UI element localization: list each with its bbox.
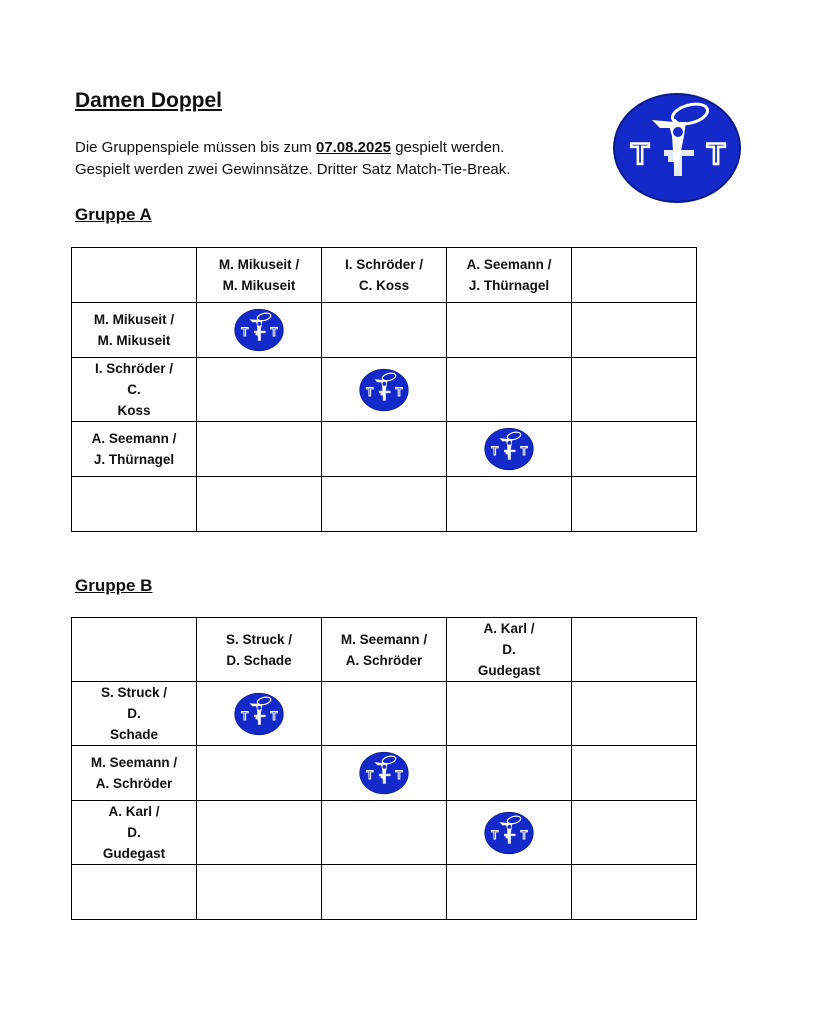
- score-cell[interactable]: [197, 746, 322, 801]
- score-cell[interactable]: [322, 682, 447, 746]
- empty-cell: [447, 865, 572, 920]
- empty-cell: [572, 801, 697, 865]
- team-name-line: J. Thürnagel: [468, 278, 550, 293]
- corner-cell: [72, 618, 197, 682]
- team-name-part: I. Schröder /: [94, 361, 174, 376]
- tgt-logo-icon: [484, 427, 534, 471]
- table-row: [72, 801, 697, 865]
- tgt-logo-icon: [612, 92, 742, 204]
- empty-cell: [322, 477, 447, 532]
- team-name-line: A. Schröder: [95, 776, 173, 791]
- team-name-line: [447, 618, 571, 660]
- empty-cell: [572, 618, 697, 682]
- group-b-table: [71, 617, 697, 920]
- intro-text: [75, 137, 510, 181]
- team-name-line: D. Schade: [226, 652, 292, 668]
- team-name-line: J. Thürnagel: [93, 452, 175, 467]
- team-name-line: [72, 801, 196, 843]
- column-header: [447, 248, 572, 303]
- empty-cell: [572, 682, 697, 746]
- score-cell[interactable]: [322, 422, 447, 477]
- empty-cell: [197, 477, 322, 532]
- team-name-line: M. Mikuseit: [97, 333, 171, 348]
- row-header: [72, 801, 197, 865]
- team-name-line: M. Seemann /: [90, 755, 178, 770]
- empty-cell: [572, 865, 697, 920]
- tgt-logo-icon: [234, 308, 284, 352]
- empty-cell: [447, 477, 572, 532]
- row-header: [72, 682, 197, 746]
- team-name-line: C. Koss: [358, 278, 410, 293]
- team-name-line: M. Seemann /: [340, 631, 428, 647]
- team-name-line: M. Mikuseit /: [218, 257, 300, 272]
- self-match-cell: [197, 303, 322, 358]
- intro-line-2: Gespielt werden zwei Gewinnsätze. Dritter Satz Match-Tie-Break.: [75, 161, 511, 178]
- empty-cell: [197, 865, 322, 920]
- tgt-logo-icon: [234, 692, 284, 736]
- corner-cell: [72, 248, 197, 303]
- score-cell[interactable]: [447, 746, 572, 801]
- group-a-title: Gruppe A: [75, 205, 152, 224]
- team-name-part: D.: [127, 706, 141, 721]
- table-header-row: [72, 618, 697, 682]
- page-title: Damen Doppel: [75, 89, 223, 112]
- team-name-part: D.: [502, 642, 516, 657]
- tgt-logo-icon: [359, 368, 409, 412]
- tgt-logo-icon: [359, 751, 409, 795]
- team-name-line: A. Seemann /: [466, 257, 552, 272]
- self-match-cell: [197, 682, 322, 746]
- empty-cell: [572, 303, 697, 358]
- table-row: [72, 422, 697, 477]
- row-header: [72, 358, 197, 422]
- team-name-line: I. Schröder /: [344, 257, 424, 272]
- self-match-cell: [322, 358, 447, 422]
- score-cell[interactable]: [447, 358, 572, 422]
- column-header: [197, 248, 322, 303]
- column-header: [197, 618, 322, 682]
- team-name-line: Gudegast: [477, 663, 541, 678]
- column-header: [322, 248, 447, 303]
- group-a-table: [71, 247, 697, 532]
- team-name-line: [72, 682, 196, 724]
- table-row: [72, 303, 697, 358]
- team-name-line: M. Mikuseit /: [93, 312, 175, 327]
- score-cell[interactable]: [197, 358, 322, 422]
- empty-cell: [72, 477, 197, 532]
- team-name-line: M. Mikuseit: [222, 278, 296, 293]
- row-header: [72, 746, 197, 801]
- column-header: [447, 618, 572, 682]
- team-name-line: Schade: [109, 727, 159, 742]
- intro-line-1: [75, 137, 510, 159]
- score-cell[interactable]: [197, 422, 322, 477]
- team-name-part: S. Struck /: [100, 685, 168, 700]
- team-name-part: D.: [127, 825, 141, 840]
- team-name-part: C.: [127, 382, 141, 397]
- score-cell[interactable]: [447, 303, 572, 358]
- table-row: [72, 477, 697, 532]
- table-row: [72, 358, 697, 422]
- empty-cell: [72, 865, 197, 920]
- table-row: [72, 682, 697, 746]
- team-name-part: A. Karl /: [108, 804, 160, 819]
- score-cell[interactable]: [322, 303, 447, 358]
- intro-line-1-post: gespielt werden.: [391, 139, 505, 156]
- column-header: [322, 618, 447, 682]
- group-b-title: Gruppe B: [75, 576, 153, 595]
- empty-cell: [572, 422, 697, 477]
- team-name-line: [72, 358, 196, 400]
- row-header: [72, 422, 197, 477]
- score-cell[interactable]: [447, 682, 572, 746]
- team-name-line: A. Seemann /: [91, 431, 177, 446]
- tgt-logo-icon: [484, 811, 534, 855]
- table-header-row: [72, 248, 697, 303]
- team-name-part: A. Karl /: [483, 621, 535, 636]
- empty-cell: [322, 865, 447, 920]
- empty-cell: [572, 477, 697, 532]
- table-row: [72, 865, 697, 920]
- empty-cell: [572, 746, 697, 801]
- team-name-line: Koss: [117, 403, 151, 418]
- self-match-cell: [322, 746, 447, 801]
- team-name-line: Gudegast: [102, 846, 166, 861]
- self-match-cell: [447, 422, 572, 477]
- empty-cell: [572, 248, 697, 303]
- table-row: [72, 746, 697, 801]
- team-name-line: S. Struck /: [225, 631, 293, 647]
- row-header: [72, 303, 197, 358]
- empty-cell: [572, 358, 697, 422]
- score-cell[interactable]: [197, 801, 322, 865]
- team-name-line: A. Schröder: [345, 652, 423, 668]
- self-match-cell: [447, 801, 572, 865]
- intro-line-1-pre: Die Gruppenspiele müssen bis zum: [75, 139, 316, 156]
- score-cell[interactable]: [322, 801, 447, 865]
- deadline-date: 07.08.2025: [315, 139, 392, 156]
